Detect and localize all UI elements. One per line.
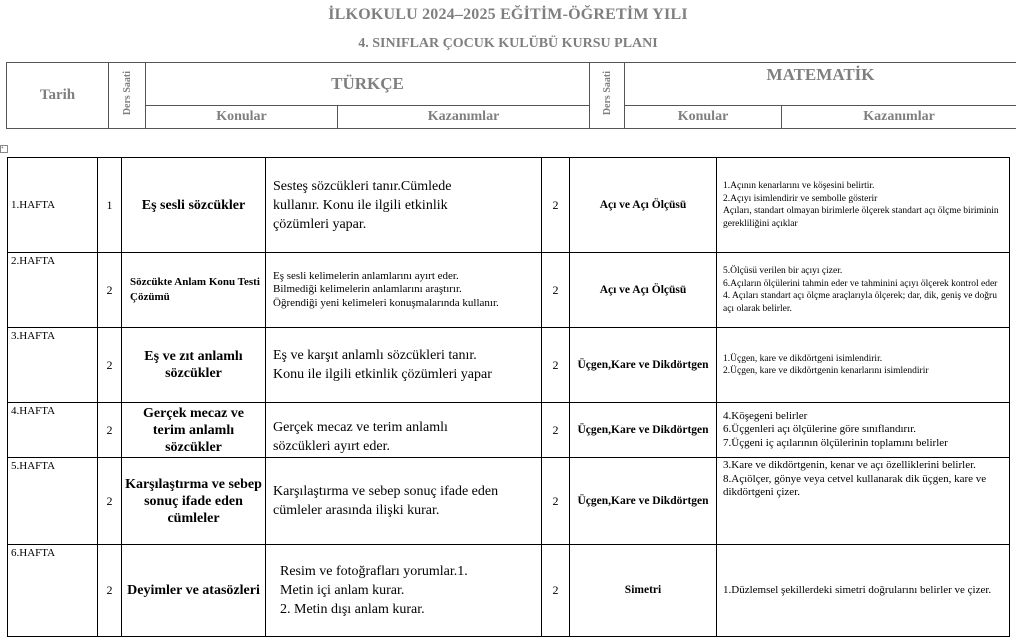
document-title: İLKOKULU 2024–2025 EĞİTİM-ÖĞRETİM YILI xyxy=(328,6,688,23)
matematik-kazanim xyxy=(717,328,1010,403)
turkce-saat: 2 xyxy=(98,458,122,545)
turkce-kazanim xyxy=(266,253,542,328)
matematik-kazanim xyxy=(717,458,1010,545)
kazanim-line: 4.Köşegeni belirler xyxy=(723,409,808,422)
header-matematik: MATEMATİK xyxy=(625,63,1016,106)
matematik-konu: Açı ve Açı Ölçüsü xyxy=(570,253,717,328)
header-ders-saati-mat: Ders Saati xyxy=(590,63,625,129)
turkce-konu: Gerçek mecaz ve terim anlamlı sözcükler xyxy=(122,403,266,458)
kazanim-line: Metin içi anlam kurar. xyxy=(280,583,405,598)
table-row xyxy=(8,328,1010,403)
matematik-saat: 2 xyxy=(542,403,570,458)
kazanim-line: 3.Kare ve dikdörtgenin, kenar ve açı özelliklerini belirler. xyxy=(723,459,976,471)
week-label: 5.HAFTA xyxy=(8,458,98,545)
kazanim-line: Öğrendiği yeni kelimeleri konuşmalarında kullanır. xyxy=(273,296,499,309)
header-mat-kazanimlar: Kazanımlar xyxy=(782,106,1016,129)
matematik-saat: 2 xyxy=(542,328,570,403)
week-label: 4.HAFTA xyxy=(8,403,98,458)
header-ders-saati-tr: Ders Saati xyxy=(109,63,146,129)
table-row xyxy=(8,253,1010,328)
table-row xyxy=(8,545,1010,637)
kazanim-line: Açıları, standart olmayan birimlerle ölçerek standart açı ölçme biriminin gerekliliğini açıklar xyxy=(723,206,999,229)
matematik-saat: 2 xyxy=(542,158,570,253)
kazanim-line: Eş ve karşıt anlamlı sözcükleri tanır. xyxy=(273,348,477,363)
kazanim-line: Karşılaştırma ve sebep sonuç ifade eden xyxy=(273,484,499,499)
kazanim-line: 6.Üçgenleri açı ölçülerine göre sınıflandırır. xyxy=(723,423,917,436)
matematik-konu: Üçgen,Kare ve Dikdörtgen xyxy=(570,458,717,545)
turkce-kazanim xyxy=(266,545,542,637)
kazanim-line: Eş sesli kelimelerin anlamlarını ayırt eder. xyxy=(273,269,459,282)
document-subtitle: 4. SINIFLAR ÇOCUK KULÜBÜ KURSU PLANI xyxy=(358,36,658,51)
turkce-konu: Deyimler ve atasözleri xyxy=(122,545,266,637)
turkce-saat: 2 xyxy=(98,253,122,328)
kazanim-line: Konu ile ilgili etkinlik çözümleri yapar xyxy=(273,367,492,382)
turkce-kazanim xyxy=(266,403,542,458)
kazanim-line: Bilmediği kelimelerin anlamlarını araştırır. xyxy=(273,283,462,296)
matematik-kazanim xyxy=(717,253,1010,328)
turkce-kazanim xyxy=(266,328,542,403)
matematik-kazanim xyxy=(717,403,1010,458)
turkce-saat: 2 xyxy=(98,403,122,458)
matematik-saat: 2 xyxy=(542,253,570,328)
matematik-konu: Simetri xyxy=(570,545,717,637)
turkce-kazanim xyxy=(266,158,542,253)
header-mat-konular: Konular xyxy=(625,106,782,129)
kazanim-line: 6.Açıların ölçülerini tahmin eder ve tahminini açıyı ölçerek kontrol eder xyxy=(723,278,998,289)
table-row xyxy=(8,458,1010,545)
week-label: 3.HAFTA xyxy=(8,328,98,403)
header-tr-konular: Konular xyxy=(146,106,338,129)
matematik-konu: Üçgen,Kare ve Dikdörtgen xyxy=(570,328,717,403)
turkce-saat: 2 xyxy=(98,328,122,403)
plan-table xyxy=(7,157,1010,637)
kazanim-line: 4. Açıları standart açı ölçme araçlarıyla ölçerek; dar, dik, geniş ve doğru açı olarak belirler. xyxy=(723,291,997,314)
matematik-konu: Açı ve Açı Ölçüsü xyxy=(570,158,717,253)
matematik-kazanim xyxy=(717,545,1010,637)
matematik-saat: 2 xyxy=(542,545,570,637)
table-row xyxy=(8,158,1010,253)
kazanim-line: çözümleri yapar. xyxy=(273,216,367,232)
kazanim-line: 2. Metin dışı anlam kurar. xyxy=(280,602,425,617)
kazanim-line: 7.Üçgeni iç açılarının ölçülerinin toplamını belirler xyxy=(723,436,948,449)
kazanim-line: 2.Üçgen, kare ve dikdörtgenin kenarlarını isimlendirir xyxy=(723,366,929,376)
turkce-saat: 1 xyxy=(98,158,122,253)
header-tarih: Tarih xyxy=(7,63,109,129)
kazanim-line: kullanır. Konu ile ilgili etkinlik xyxy=(273,197,448,213)
table-row xyxy=(8,403,1010,458)
turkce-konu: Eş ve zıt anlamlı sözcükler xyxy=(122,328,266,403)
kazanim-line: Gerçek mecaz ve terim anlamlı xyxy=(273,420,448,435)
week-label: 1.HAFTA xyxy=(8,158,98,253)
matematik-konu: Üçgen,Kare ve Dikdörtgen xyxy=(570,403,717,458)
kazanim-line: 2.Açıyı isimlendirir ve sembolle gösterir xyxy=(723,193,878,204)
turkce-konu: Karşılaştırma ve sebep sonuç ifade eden cümleler xyxy=(122,458,266,545)
kazanim-line: 1.Düzlemsel şekillerdeki simetri doğrularını belirler ve çizer. xyxy=(723,583,992,596)
kazanim-line: Sesteş sözcükleri tanır.Cümlede xyxy=(273,178,452,194)
header-table xyxy=(6,62,1016,129)
kazanim-line: 1.Açının kenarlarını ve köşesini belirtir. xyxy=(723,181,875,191)
kazanim-line: sözcükleri ayırt eder. xyxy=(273,439,391,454)
week-label: 2.HAFTA xyxy=(8,253,98,328)
header-turkce: TÜRKÇE xyxy=(146,63,590,106)
matematik-saat: 2 xyxy=(542,458,570,545)
header-tr-kazanimlar: Kazanımlar xyxy=(338,106,590,129)
matematik-kazanim xyxy=(717,158,1010,253)
kazanim-line: 8.Açıölçer, gönye veya cetvel kullanarak dik üçgen, kare ve dikdörtgeni çizer. xyxy=(723,472,987,498)
turkce-saat: 2 xyxy=(98,545,122,637)
kazanim-line: Resim ve fotoğrafları yorumlar.1. xyxy=(280,564,468,579)
turkce-konu: Eş sesli sözcükler xyxy=(122,158,266,253)
turkce-kazanim xyxy=(266,458,542,545)
kazanim-line: 1.Üçgen, kare ve dikdörtgeni isimlendirir. xyxy=(723,353,883,364)
table-move-handle[interactable]: + xyxy=(0,145,8,153)
kazanim-line: cümleler arasında ilişki kurar. xyxy=(273,503,440,518)
kazanim-line: 5.Ölçüsü verilen bir açıyı çizer. xyxy=(723,266,843,276)
turkce-konu: Sözcükte Anlam Konu Testi Çözümü xyxy=(122,253,266,328)
week-label: 6.HAFTA xyxy=(8,545,98,637)
